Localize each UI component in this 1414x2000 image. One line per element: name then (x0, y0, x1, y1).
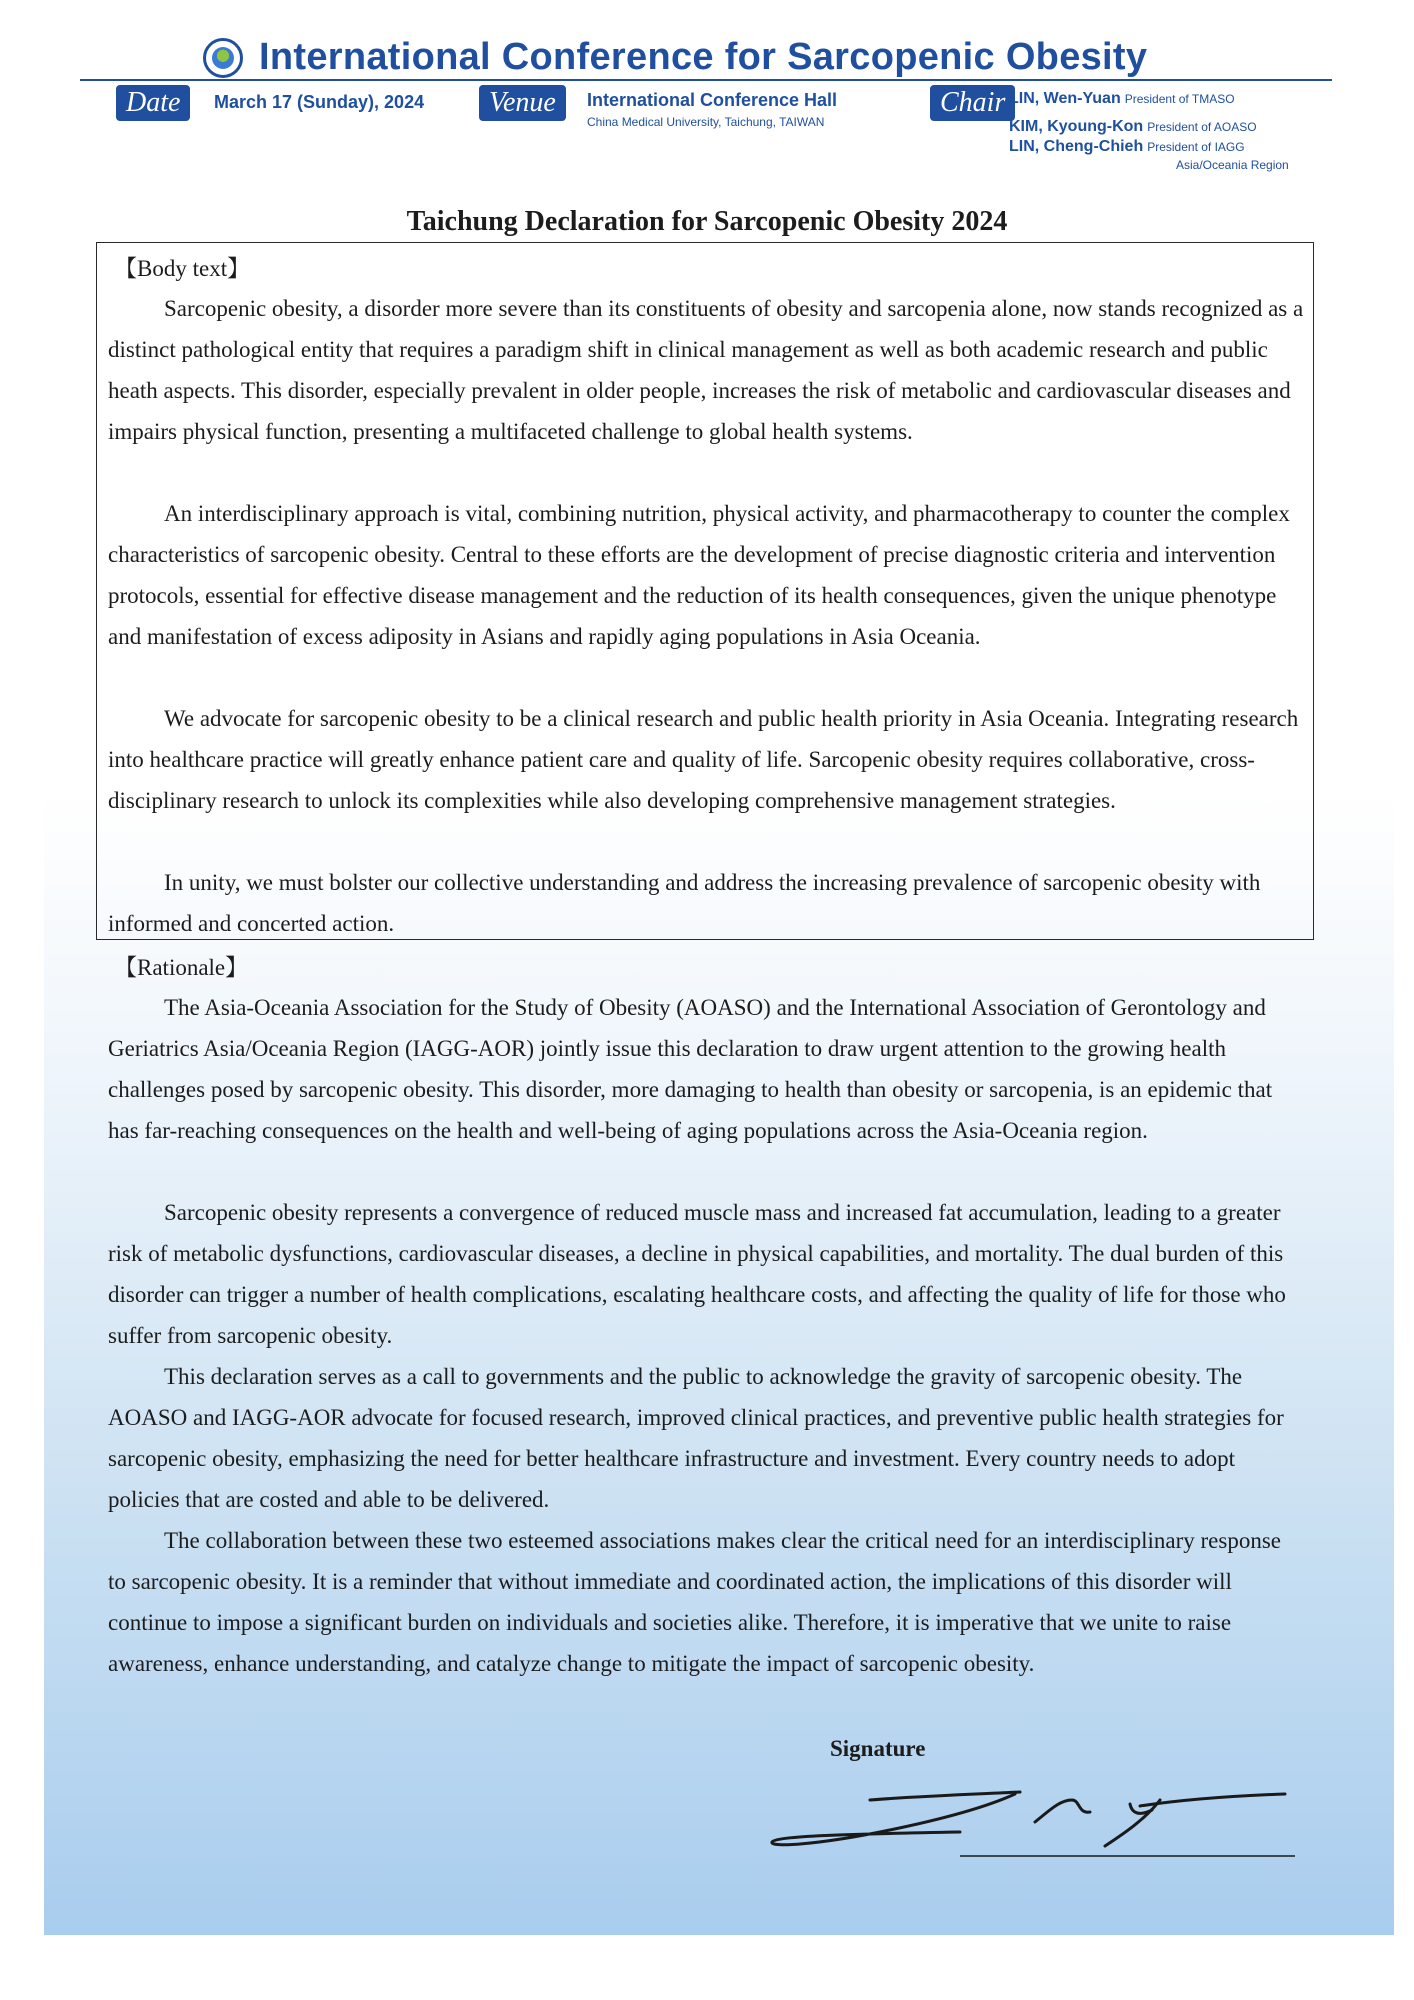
rationale-label: 【Rationale】 (114, 955, 249, 980)
body-paragraph: We advocate for sarcopenic obesity to be a clinical research and public health priority in Asia Oceania. Integrating research into healthcare practice will greatly enhance patient care and quality of life. Sarcopenic obesity requires collaborative, cross-disciplinary research to unlock its complexities while also developing comprehensive management strategies. (108, 706, 1299, 813)
document-title: Taichung Declaration for Sarcopenic Obesity 2024 (406, 206, 1008, 237)
chair-line-2 (1009, 118, 1257, 136)
rationale-paragraph: This declaration serves as a call to governments and the public to acknowledge the gravity of sarcopenic obesity. The AOASO and IAGG-AOR advocate for focused research, improved clinical practices, and preventive public health strategies for sarcopenic obesity, emphasizing the need for better healthcare infrastructure and investment. Every country needs to adopt policies that are costed and able to be delivered. (108, 1364, 1284, 1512)
rationale-paragraph: The collaboration between these two esteemed associations makes clear the critical need for an interdisciplinary response to sarcopenic obesity. It is a reminder that without immediate and coordinated action, the implications of this disorder will continue to impose a significant burden on individuals and societies alike. Therefore, it is imperative that we unite to raise awareness, enhance understanding, and catalyze change to mitigate the impact of sarcopenic obesity. (108, 1528, 1281, 1676)
date-tag: Date (116, 85, 190, 121)
body-paragraph: An interdisciplinary approach is vital, combining nutrition, physical activity, and pharmacotherapy to counter the complex characteristics of sarcopenic obesity. Central to these efforts are the development of precise diagnostic criteria and intervention protocols, essential for effective disease management and the reduction of its health consequences, given the unique phenotype and manifestation of excess adiposity in Asians and rapidly aging populations in Asia Oceania. (108, 501, 1290, 649)
chair-name: LIN, Wen-Yuan (1009, 90, 1121, 107)
chair-region: Asia/Oceania Region (1176, 158, 1289, 172)
venue-tag: Venue (479, 85, 566, 121)
header-divider (80, 79, 1332, 81)
venue-location: China Medical University, Taichung, TAIWAN (587, 115, 825, 129)
body-paragraph: Sarcopenic obesity, a disorder more severe than its constituents of obesity and sarcopenia alone, now stands recognized as a distinct pathological entity that requires a paradigm shift in clinical management as well as both academic research and public heath aspects. This disorder, especially prevalent in older people, increases the risk of metabolic and cardiovascular diseases and impairs physical function, presenting a multifaceted challenge to global health systems. (108, 296, 1304, 444)
rationale-paragraph: The Asia-Oceania Association for the Study of Obesity (AOASO) and the International Association of Gerontology and Geriatrics Asia/Oceania Region (IAGG-AOR) jointly issue this declaration to draw urgent attention to the growing health challenges posed by sarcopenic obesity. This disorder, more damaging to health than obesity or sarcopenia, is an epidemic that has far-reaching consequences on the health and well-being of aging populations across the Asia-Oceania region. (108, 995, 1273, 1143)
rationale-paragraph: Sarcopenic obesity represents a convergence of reduced muscle mass and increased fat accumulation, leading to a greater risk of metabolic dysfunctions, cardiovascular diseases, a decline in physical capabilities, and mortality. The dual burden of this disorder can trigger a number of health complications, escalating healthcare costs, and affecting the quality of life for those who suffer from sarcopenic obesity. (108, 1200, 1286, 1348)
body-paragraph: In unity, we must bolster our collective understanding and address the increasing prevalence of sarcopenic obesity with informed and concerted action. (108, 870, 1261, 936)
chair-role: President of IAGG (1147, 140, 1245, 154)
venue-name: International Conference Hall (587, 90, 838, 110)
chair-name: KIM, Kyoung-Kon (1009, 118, 1144, 135)
chair-line-1 (1009, 90, 1235, 108)
body-text-label: 【Body text】 (114, 256, 251, 281)
chair-tag: Chair (930, 85, 1015, 121)
chair-role: President of AOASO (1147, 120, 1257, 134)
signature-label: Signature (830, 1736, 926, 1761)
chair-role: President of TMASO (1124, 92, 1235, 106)
handwritten-signature (760, 1770, 1300, 1860)
date-value: March 17 (Sunday), 2024 (214, 92, 425, 112)
chair-name: LIN, Cheng-Chieh (1009, 138, 1144, 155)
chair-line-3 (1009, 138, 1245, 156)
conference-title: International Conference for Sarcopenic Obesity (259, 36, 1148, 78)
